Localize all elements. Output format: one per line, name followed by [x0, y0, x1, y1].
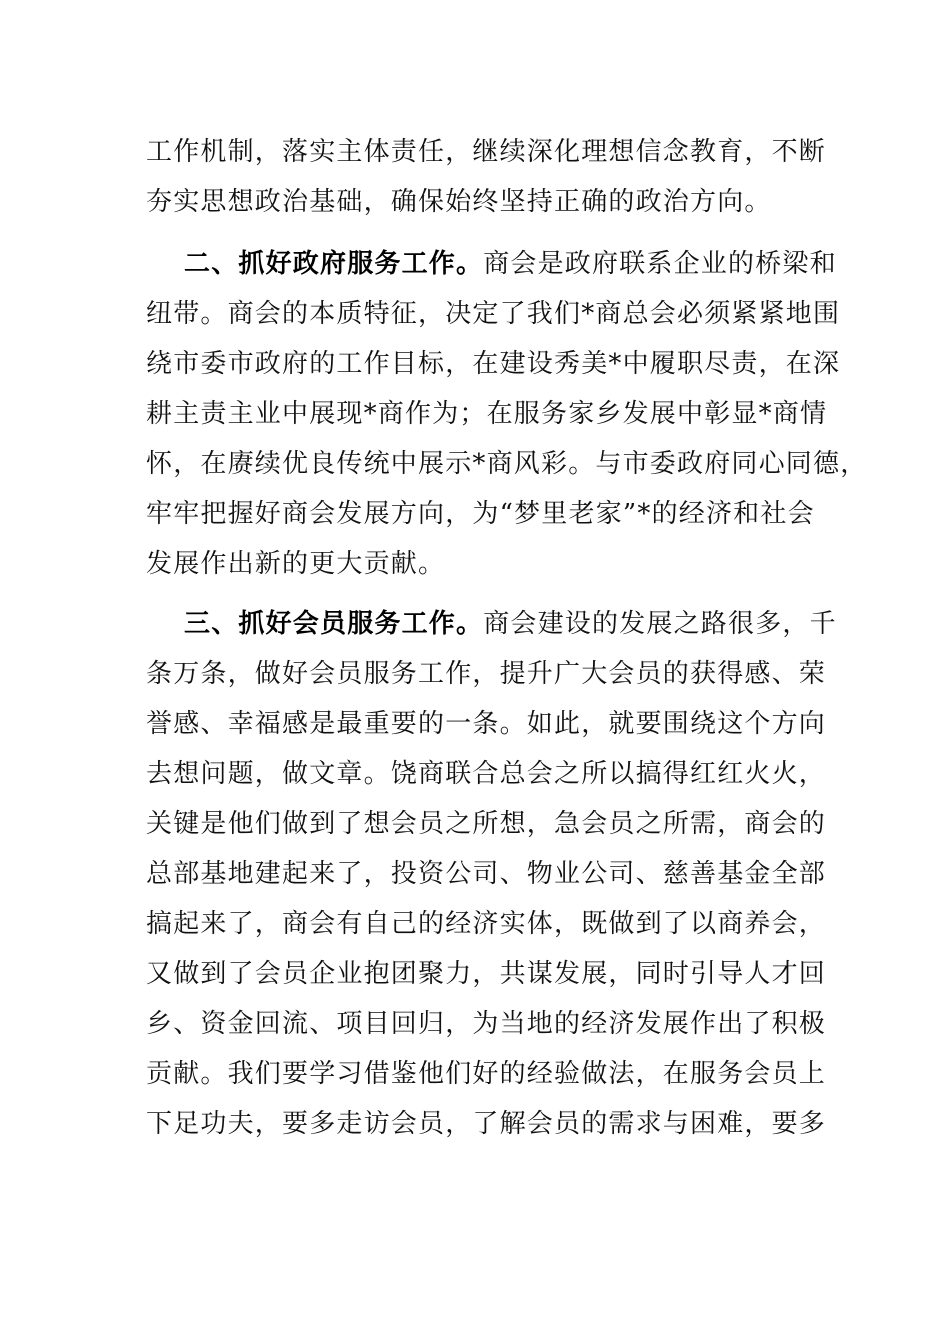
paragraph-3-line-2: 条万条，做好会员服务工作，提升广大会员的获得感、荣	[146, 659, 827, 689]
paragraph-2-line-1-text: 商会是政府联系企业的桥梁和	[483, 249, 837, 279]
paragraph-2-line-4: 耕主责主业中展现*商作为；在服务家乡发展中彰显*商情	[146, 399, 828, 429]
paragraph-3-line-4: 去想问题，做文章。饶商联合总会之所以搞得红红火火，	[146, 759, 827, 789]
section-heading-3: 三、抓好会员服务工作。	[184, 609, 484, 639]
paragraph-3-line-5: 关键是他们做到了想会员之所想，急会员之所需，商会的	[146, 809, 827, 839]
paragraph-3-line-3: 誉感、幸福感是最重要的一条。如此，就要围绕这个方向	[146, 709, 827, 739]
section-heading-2: 二、抓好政府服务工作。	[184, 249, 484, 279]
paragraph-3-line-10: 贡献。我们要学习借鉴他们好的经验做法，在服务会员上	[146, 1059, 827, 1089]
paragraph-3-line-1-text: 商会建设的发展之路很多，千	[483, 609, 837, 639]
paragraph-2-line-3: 绕市委市政府的工作目标，在建设秀美*中履职尽责，在深	[146, 349, 841, 379]
paragraph-3-line-1	[184, 604, 854, 644]
paragraph-2-line-5: 怀，在赓续优良传统中展示*商风彩。与市委政府同心同德，	[146, 449, 868, 479]
paragraph-3-line-11: 下足功夫，要多走访会员，了解会员的需求与困难，要多	[146, 1109, 827, 1139]
paragraph-2-line-7: 发展作出新的更大贡献。	[146, 549, 446, 579]
paragraph-2-line-1	[184, 244, 854, 284]
paragraph-3-line-9: 乡、资金回流、项目回归，为当地的经济发展作出了积极	[146, 1009, 827, 1039]
paragraph-2-line-6: 牢牢把握好商会发展方向，为“梦里老家”*的经济和社会	[146, 499, 815, 529]
paragraph-1-line-2: 夯实思想政治基础，确保始终坚持正确的政治方向。	[146, 187, 772, 217]
paragraph-2-line-2: 纽带。商会的本质特征，决定了我们*商总会必须紧紧地围	[146, 299, 841, 329]
paragraph-3-line-6: 总部基地建起来了，投资公司、物业公司、慈善基金全部	[146, 859, 827, 889]
paragraph-3-line-7: 搞起来了，商会有自己的经济实体，既做到了以商养会，	[146, 909, 827, 939]
paragraph-1-line-1: 工作机制，落实主体责任，继续深化理想信念教育，不断	[146, 137, 827, 167]
paragraph-3-line-8: 又做到了会员企业抱团聚力，共谋发展，同时引导人才回	[146, 959, 827, 989]
